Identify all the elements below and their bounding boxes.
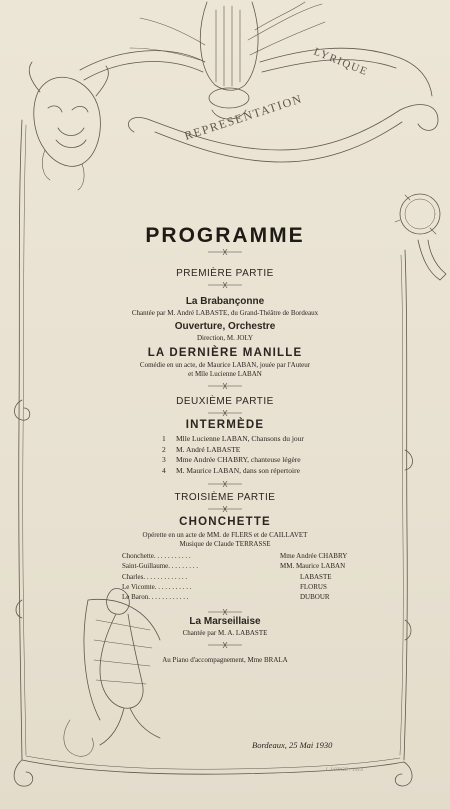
item-sub-manille-2: et Mlle Lucienne LABAN [188, 370, 262, 378]
cast-actor: FLORUS [300, 582, 327, 591]
piano-credit: Au Piano d'accompagnement, Mme BRALA [162, 656, 288, 664]
section-label-part3: TROISIÈME PARTIE [174, 492, 276, 503]
divider-ornament [208, 506, 242, 512]
operetta-title: CHONCHETTE [179, 516, 271, 528]
operetta-sub-1: Opérette en un acte de MM. de FLERS et de CAILLAVET [142, 531, 308, 539]
artist-signature: J. LORGE . 1914 [325, 767, 364, 773]
divider-ornament [208, 642, 242, 648]
cast-actor: Mme Andrée CHABRY [280, 552, 348, 560]
cast-role: Le Vicomte. . . . . . . . . . . [122, 582, 192, 591]
section-label-part2: DEUXIÈME PARTIE [176, 396, 274, 407]
item-sub-ouverture: Direction, M. JOLY [196, 334, 254, 342]
divider-ornament [208, 410, 242, 416]
intermede-title: INTERMÈDE [185, 419, 265, 431]
cast-role: Le Baron. . . . . . . . . . . . [122, 593, 189, 602]
list-item: 1 Mlle Lucienne LABAN, Chansons du jour [162, 434, 304, 443]
divider-ornament [208, 282, 242, 288]
divider-ornament [208, 481, 242, 487]
item-title-ouverture: Ouverture, Orchestre [174, 321, 276, 332]
section-label-part1: PREMIÈRE PARTIE [176, 268, 274, 279]
cast-actor: LABASTE [300, 572, 332, 581]
intermede-list [162, 434, 304, 476]
divider-ornament [208, 249, 242, 255]
item-sub-brabanconne: Chantée par M. André LABASTE, du Grand-Théâtre de Bordeaux [131, 309, 319, 317]
banner-text-lyrique: LYRIQUE [311, 45, 370, 79]
finale-title: La Marseillaise [189, 616, 261, 627]
cast-actor: DUBOUR [300, 593, 330, 602]
cast-role: Charles. . . . . . . . . . . . . [122, 572, 188, 581]
banner-text-representation: REPRESENTATION [182, 91, 305, 143]
date-signature: Bordeaux, 25 Mai 1930 [252, 740, 333, 750]
finale-sub: Chantée par M. A. LABASTE [182, 629, 268, 637]
divider-ornament [208, 609, 242, 615]
operetta-sub-2: Musique de Claude TERRASSE [179, 540, 271, 548]
cast-actors [280, 551, 347, 602]
list-item: 4 M. Maurice LABAN, dans son répertoire [162, 465, 300, 475]
cast-role: Saint-Guillaume. . . . . . . . . [122, 562, 199, 571]
item-sub-manille-1: Comédie en un acte, de Maurice LABAN, jouée par l'Auteur [139, 361, 311, 369]
divider-ornament [208, 383, 242, 389]
cast-actor: MM. Maurice LABAN [280, 562, 346, 571]
cast-role: Chonchette. . . . . . . . . . . [122, 552, 191, 560]
cast-roles [122, 551, 198, 602]
list-item: 2 M. André LABASTE [162, 444, 241, 454]
item-title-manille: LA DERNIÈRE MANILLE [147, 347, 303, 359]
list-item: 3 Mme Andrée CHABRY, chanteuse légère [162, 455, 301, 464]
item-title-brabanconne: La Brabançonne [185, 296, 265, 307]
page-title: PROGRAMME [145, 224, 305, 247]
